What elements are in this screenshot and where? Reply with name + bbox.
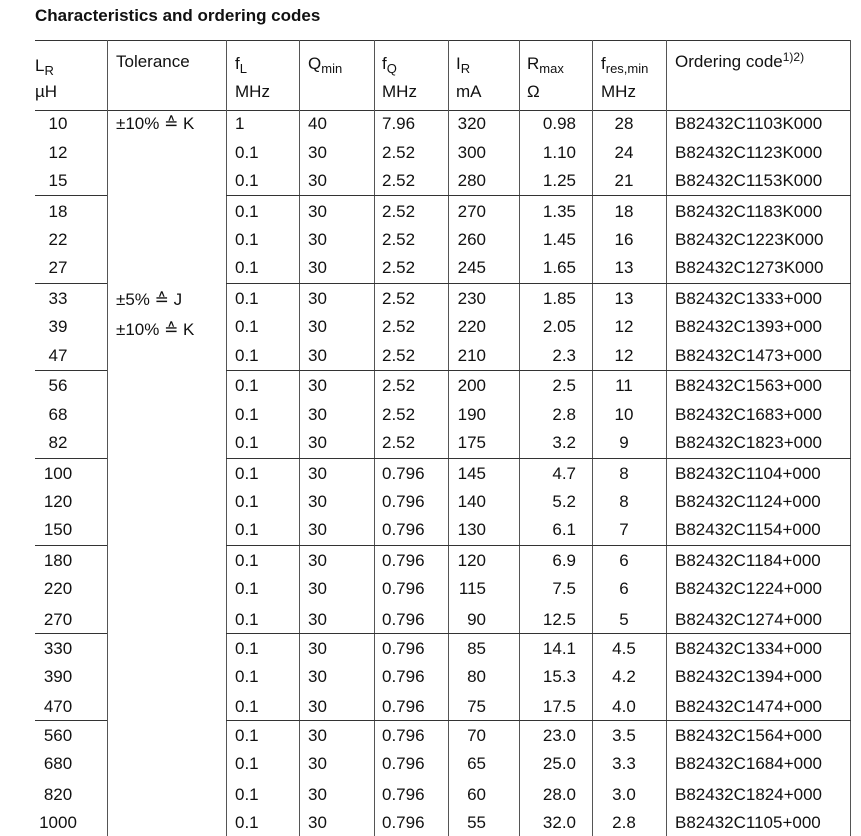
- header-ir-subscript: R: [460, 61, 471, 76]
- rule-top: [35, 40, 851, 41]
- header-ordering-code-footnotes: 1)2): [782, 50, 805, 64]
- cell-ir: 200: [457, 376, 486, 395]
- cell-ordering-code: B82432C1393+000: [675, 317, 822, 336]
- cell-qmin: 30: [308, 610, 327, 629]
- rule-group-lr-5: [35, 545, 107, 546]
- cell-qmin: 30: [308, 405, 327, 424]
- header-fres-symbol: f: [601, 54, 606, 73]
- cell-ordering-code: B82432C1223K000: [675, 230, 824, 249]
- cell-lr: 47: [48, 346, 68, 365]
- cell-lr: 220: [43, 579, 73, 598]
- cell-fl: 0.1: [235, 143, 259, 162]
- cell-rmax: 1.35: [542, 202, 576, 221]
- rule-group-7: [226, 720, 851, 721]
- header-fl: [235, 54, 247, 74]
- cell-rmax: 12.5: [542, 610, 576, 629]
- cell-ir: 245: [457, 258, 486, 277]
- cell-fl: 0.1: [235, 813, 259, 832]
- cell-fl: 0.1: [235, 579, 259, 598]
- tolerance-k-group-1: ±10% ≙ K: [116, 114, 195, 133]
- cell-ir: 230: [457, 289, 486, 308]
- cell-qmin: 30: [308, 464, 327, 483]
- cell-fq: 0.796: [382, 520, 425, 539]
- cell-fl: 0.1: [235, 202, 259, 221]
- rule-header: [35, 110, 851, 111]
- characteristics-table: [0, 40, 861, 836]
- cell-fl: 0.1: [235, 697, 259, 716]
- cell-ordering-code: B82432C1224+000: [675, 579, 822, 598]
- cell-qmin: 30: [308, 579, 327, 598]
- cell-fq: 0.796: [382, 726, 425, 745]
- rule-group-lr-7: [35, 720, 107, 721]
- cell-fq: 2.52: [382, 317, 416, 336]
- rule-group-2: [226, 283, 851, 284]
- cell-fres: 6: [619, 579, 629, 598]
- cell-rmax: 15.3: [542, 667, 576, 686]
- cell-fq: 0.796: [382, 785, 425, 804]
- header-fq-symbol: f: [382, 54, 387, 73]
- cell-qmin: 30: [308, 230, 327, 249]
- cell-fres: 28: [614, 114, 634, 133]
- rule-col-2: [226, 40, 227, 836]
- cell-lr: 120: [43, 492, 73, 511]
- cell-qmin: 30: [308, 813, 327, 832]
- cell-rmax: 2.05: [542, 317, 576, 336]
- cell-qmin: 30: [308, 289, 327, 308]
- cell-qmin: 30: [308, 433, 327, 452]
- cell-fq: 0.796: [382, 697, 425, 716]
- cell-fres: 3.5: [612, 726, 636, 745]
- cell-ir: 130: [457, 520, 486, 539]
- rule-col-7: [592, 40, 593, 836]
- cell-fres: 13: [614, 289, 634, 308]
- unit-rmax: Ω: [527, 82, 540, 101]
- cell-lr: 820: [43, 785, 73, 804]
- cell-lr: 12: [48, 143, 68, 162]
- rule-group-lr-4: [35, 458, 107, 459]
- cell-ordering-code: B82432C1104+000: [675, 464, 821, 483]
- cell-fl: 0.1: [235, 346, 259, 365]
- rule-group-3: [226, 370, 851, 371]
- cell-fres: 5: [619, 610, 629, 629]
- cell-ir: 70: [467, 726, 486, 745]
- cell-qmin: 30: [308, 726, 327, 745]
- cell-rmax: 2.3: [552, 346, 576, 365]
- cell-lr: 68: [48, 405, 68, 424]
- cell-fq: 2.52: [382, 346, 416, 365]
- cell-ir: 55: [467, 813, 486, 832]
- cell-rmax: 2.8: [552, 405, 576, 424]
- rule-group-lr-3: [35, 370, 107, 371]
- cell-fq: 2.52: [382, 376, 416, 395]
- cell-ordering-code: B82432C1124+000: [675, 492, 821, 511]
- cell-ordering-code: B82432C1273K000: [675, 258, 824, 277]
- cell-fq: 0.796: [382, 813, 425, 832]
- cell-lr: 27: [48, 258, 68, 277]
- cell-lr: 180: [43, 551, 73, 570]
- cell-fl: 0.1: [235, 639, 259, 658]
- cell-ordering-code: B82432C1333+000: [675, 289, 822, 308]
- cell-fres: 4.0: [612, 697, 636, 716]
- cell-fl: 0.1: [235, 289, 259, 308]
- cell-lr: 270: [43, 610, 73, 629]
- cell-fl: 0.1: [235, 171, 259, 190]
- cell-ordering-code: B82432C1154+000: [675, 520, 821, 539]
- cell-fq: 0.796: [382, 754, 425, 773]
- cell-lr: 560: [43, 726, 73, 745]
- cell-lr: 82: [48, 433, 68, 452]
- header-ordering-code-text: Ordering code: [675, 52, 783, 71]
- cell-fl: 0.1: [235, 551, 259, 570]
- cell-lr: 56: [48, 376, 68, 395]
- cell-fq: 2.52: [382, 258, 416, 277]
- header-qmin-symbol: Q: [308, 54, 322, 73]
- cell-fres: 21: [614, 171, 634, 190]
- cell-fq: 2.52: [382, 289, 416, 308]
- cell-rmax: 2.5: [552, 376, 576, 395]
- cell-qmin: 30: [308, 202, 327, 221]
- rule-col-4: [374, 40, 375, 836]
- cell-lr: 33: [48, 289, 68, 308]
- tolerance-j: ±5% ≙ J: [116, 290, 183, 309]
- cell-fres: 16: [614, 230, 634, 249]
- cell-fres: 18: [614, 202, 634, 221]
- rule-group-lr-2: [35, 283, 107, 284]
- cell-qmin: 30: [308, 317, 327, 336]
- rule-col-6: [519, 40, 520, 836]
- rule-group-1: [226, 195, 851, 196]
- rule-col-1: [107, 40, 108, 836]
- cell-fq: 2.52: [382, 171, 416, 190]
- cell-fres: 7: [619, 520, 629, 539]
- cell-qmin: 30: [308, 346, 327, 365]
- cell-ir: 220: [457, 317, 486, 336]
- cell-fres: 12: [614, 346, 634, 365]
- cell-ordering-code: B82432C1123K000: [675, 143, 823, 162]
- cell-ir: 90: [467, 610, 486, 629]
- unit-lr: µH: [35, 82, 58, 101]
- cell-fres: 3.3: [612, 754, 636, 773]
- header-fres-subscript: res,min: [605, 61, 649, 76]
- cell-fl: 0.1: [235, 785, 259, 804]
- cell-rmax: 23.0: [542, 726, 576, 745]
- cell-lr: 680: [43, 754, 73, 773]
- cell-ordering-code: B82432C1334+000: [675, 639, 822, 658]
- cell-ir: 190: [457, 405, 486, 424]
- cell-fres: 6: [619, 551, 629, 570]
- cell-fres: 10: [614, 405, 634, 424]
- cell-fres: 4.2: [612, 667, 636, 686]
- cell-lr: 10: [48, 114, 68, 133]
- cell-fq: 0.796: [382, 464, 425, 483]
- cell-fres: 24: [614, 143, 634, 162]
- cell-fl: 0.1: [235, 610, 259, 629]
- cell-ir: 85: [467, 639, 486, 658]
- header-rmax-subscript: max: [539, 61, 564, 76]
- cell-fq: 0.796: [382, 610, 425, 629]
- cell-fl: 0.1: [235, 405, 259, 424]
- cell-ordering-code: B82432C1184+000: [675, 551, 821, 570]
- cell-fres: 9: [619, 433, 629, 452]
- cell-ir: 140: [457, 492, 486, 511]
- cell-lr: 18: [48, 202, 68, 221]
- cell-ordering-code: B82432C1105+000: [675, 813, 821, 832]
- cell-ir: 60: [467, 785, 486, 804]
- cell-ordering-code: B82432C1103K000: [675, 114, 823, 133]
- header-qmin: [308, 54, 342, 74]
- header-fq: [382, 54, 397, 74]
- header-fl-subscript: L: [239, 61, 247, 76]
- header-ir: [456, 54, 470, 74]
- cell-qmin: 30: [308, 171, 327, 190]
- cell-fl: 0.1: [235, 667, 259, 686]
- cell-fq: 0.796: [382, 551, 425, 570]
- cell-ir: 300: [457, 143, 486, 162]
- cell-fres: 2.8: [612, 813, 636, 832]
- cell-ir: 270: [457, 202, 486, 221]
- cell-fq: 0.796: [382, 639, 425, 658]
- cell-rmax: 7.5: [552, 579, 576, 598]
- header-lr-subscript: R: [44, 63, 54, 78]
- cell-ordering-code: B82432C1473+000: [675, 346, 822, 365]
- header-fl-symbol: f: [235, 54, 240, 73]
- cell-rmax: 14.1: [542, 639, 576, 658]
- cell-lr: 15: [48, 171, 68, 190]
- header-lr-symbol: L: [35, 56, 45, 75]
- cell-ordering-code: B82432C1153K000: [675, 171, 823, 190]
- cell-fres: 11: [615, 376, 633, 395]
- rule-group-6: [226, 633, 851, 634]
- cell-fl: 0.1: [235, 230, 259, 249]
- cell-lr: 22: [48, 230, 68, 249]
- cell-qmin: 30: [308, 492, 327, 511]
- cell-lr: 330: [43, 639, 73, 658]
- cell-rmax: 1.85: [542, 289, 576, 308]
- cell-qmin: 30: [308, 551, 327, 570]
- cell-fl: 0.1: [235, 258, 259, 277]
- cell-qmin: 30: [308, 258, 327, 277]
- cell-fres: 8: [619, 492, 629, 511]
- cell-fl: 0.1: [235, 726, 259, 745]
- cell-ir: 175: [457, 433, 486, 452]
- cell-fq: 2.52: [382, 143, 416, 162]
- cell-fq: 0.796: [382, 492, 425, 511]
- cell-ir: 120: [457, 551, 486, 570]
- rule-group-lr-6: [35, 633, 107, 634]
- cell-qmin: 30: [308, 376, 327, 395]
- cell-rmax: 25.0: [542, 754, 576, 773]
- cell-ordering-code: B82432C1274+000: [675, 610, 822, 629]
- rule-group-lr-1: [35, 195, 107, 196]
- cell-ordering-code: B82432C1824+000: [675, 785, 822, 804]
- cell-ir: 280: [457, 171, 486, 190]
- cell-ir: 115: [458, 579, 486, 598]
- rule-col-5: [448, 40, 449, 836]
- cell-fl: 0.1: [235, 433, 259, 452]
- cell-ir: 75: [467, 697, 486, 716]
- cell-rmax: 4.7: [552, 464, 576, 483]
- cell-fres: 4.5: [612, 639, 636, 658]
- cell-fq: 0.796: [382, 579, 425, 598]
- header-qmin-subscript: min: [321, 61, 343, 76]
- cell-ordering-code: B82432C1683+000: [675, 405, 822, 424]
- cell-lr: 1000: [39, 813, 77, 832]
- cell-ir: 260: [457, 230, 486, 249]
- cell-rmax: 1.45: [542, 230, 576, 249]
- header-rmax: [527, 54, 564, 74]
- cell-lr: 470: [43, 697, 73, 716]
- cell-rmax: 1.10: [542, 143, 576, 162]
- cell-ordering-code: B82432C1183K000: [675, 202, 823, 221]
- cell-fq: 2.52: [382, 230, 416, 249]
- cell-fq: 2.52: [382, 202, 416, 221]
- cell-ir: 65: [467, 754, 486, 773]
- cell-qmin: 30: [308, 520, 327, 539]
- header-fq-subscript: Q: [386, 61, 397, 76]
- cell-fq: 2.52: [382, 433, 416, 452]
- cell-ordering-code: B82432C1823+000: [675, 433, 822, 452]
- cell-fl: 0.1: [235, 492, 259, 511]
- cell-fl: 0.1: [235, 464, 259, 483]
- cell-ir: 210: [457, 346, 486, 365]
- cell-ordering-code: B82432C1474+000: [675, 697, 822, 716]
- cell-fl: 0.1: [235, 376, 259, 395]
- page-title: Characteristics and ordering codes: [35, 6, 321, 25]
- rule-right: [850, 40, 851, 836]
- cell-fl: 0.1: [235, 754, 259, 773]
- tolerance-k-group-2: ±10% ≙ K: [116, 320, 195, 339]
- cell-ordering-code: B82432C1563+000: [675, 376, 822, 395]
- cell-fres: 3.0: [612, 785, 636, 804]
- cell-qmin: 30: [308, 785, 327, 804]
- header-fres: [601, 54, 648, 74]
- unit-fq: MHz: [382, 82, 417, 101]
- cell-rmax: 17.5: [542, 697, 576, 716]
- rule-col-3: [299, 40, 300, 836]
- cell-ordering-code: B82432C1394+000: [675, 667, 822, 686]
- cell-fl: 1: [235, 114, 245, 133]
- cell-qmin: 30: [308, 667, 327, 686]
- unit-fl: MHz: [235, 82, 270, 101]
- cell-fres: 12: [614, 317, 634, 336]
- cell-rmax: 32.0: [542, 813, 576, 832]
- cell-fq: 0.796: [382, 667, 425, 686]
- header-ordering-code: [675, 52, 804, 72]
- cell-ordering-code: B82432C1684+000: [675, 754, 822, 773]
- cell-ordering-code: B82432C1564+000: [675, 726, 822, 745]
- cell-qmin: 40: [308, 114, 327, 133]
- cell-ir: 320: [457, 114, 486, 133]
- cell-fres: 8: [619, 464, 629, 483]
- cell-rmax: 3.2: [552, 433, 576, 452]
- rule-group-4: [226, 458, 851, 459]
- cell-rmax: 6.9: [552, 551, 576, 570]
- unit-fres: MHz: [601, 82, 636, 101]
- cell-rmax: 1.65: [542, 258, 576, 277]
- header-lr: [35, 56, 54, 76]
- cell-fl: 0.1: [235, 520, 259, 539]
- cell-qmin: 30: [308, 754, 327, 773]
- unit-ir: mA: [456, 82, 482, 101]
- cell-lr: 100: [43, 464, 73, 483]
- cell-fres: 13: [614, 258, 634, 277]
- cell-rmax: 28.0: [542, 785, 576, 804]
- cell-lr: 39: [48, 317, 68, 336]
- cell-rmax: 6.1: [552, 520, 576, 539]
- rule-group-5: [226, 545, 851, 546]
- cell-rmax: 5.2: [552, 492, 576, 511]
- cell-qmin: 30: [308, 697, 327, 716]
- cell-rmax: 0.98: [542, 114, 576, 133]
- header-tolerance: Tolerance: [116, 52, 190, 71]
- cell-qmin: 30: [308, 143, 327, 162]
- cell-ir: 145: [457, 464, 486, 483]
- rule-col-8: [666, 40, 667, 836]
- cell-rmax: 1.25: [542, 171, 576, 190]
- header-ir-symbol: I: [456, 54, 461, 73]
- cell-ir: 80: [467, 667, 486, 686]
- cell-qmin: 30: [308, 639, 327, 658]
- cell-lr: 150: [43, 520, 73, 539]
- cell-lr: 390: [43, 667, 73, 686]
- cell-fq: 2.52: [382, 405, 416, 424]
- cell-fq: 7.96: [382, 114, 416, 133]
- header-rmax-symbol: R: [527, 54, 540, 73]
- cell-fl: 0.1: [235, 317, 259, 336]
